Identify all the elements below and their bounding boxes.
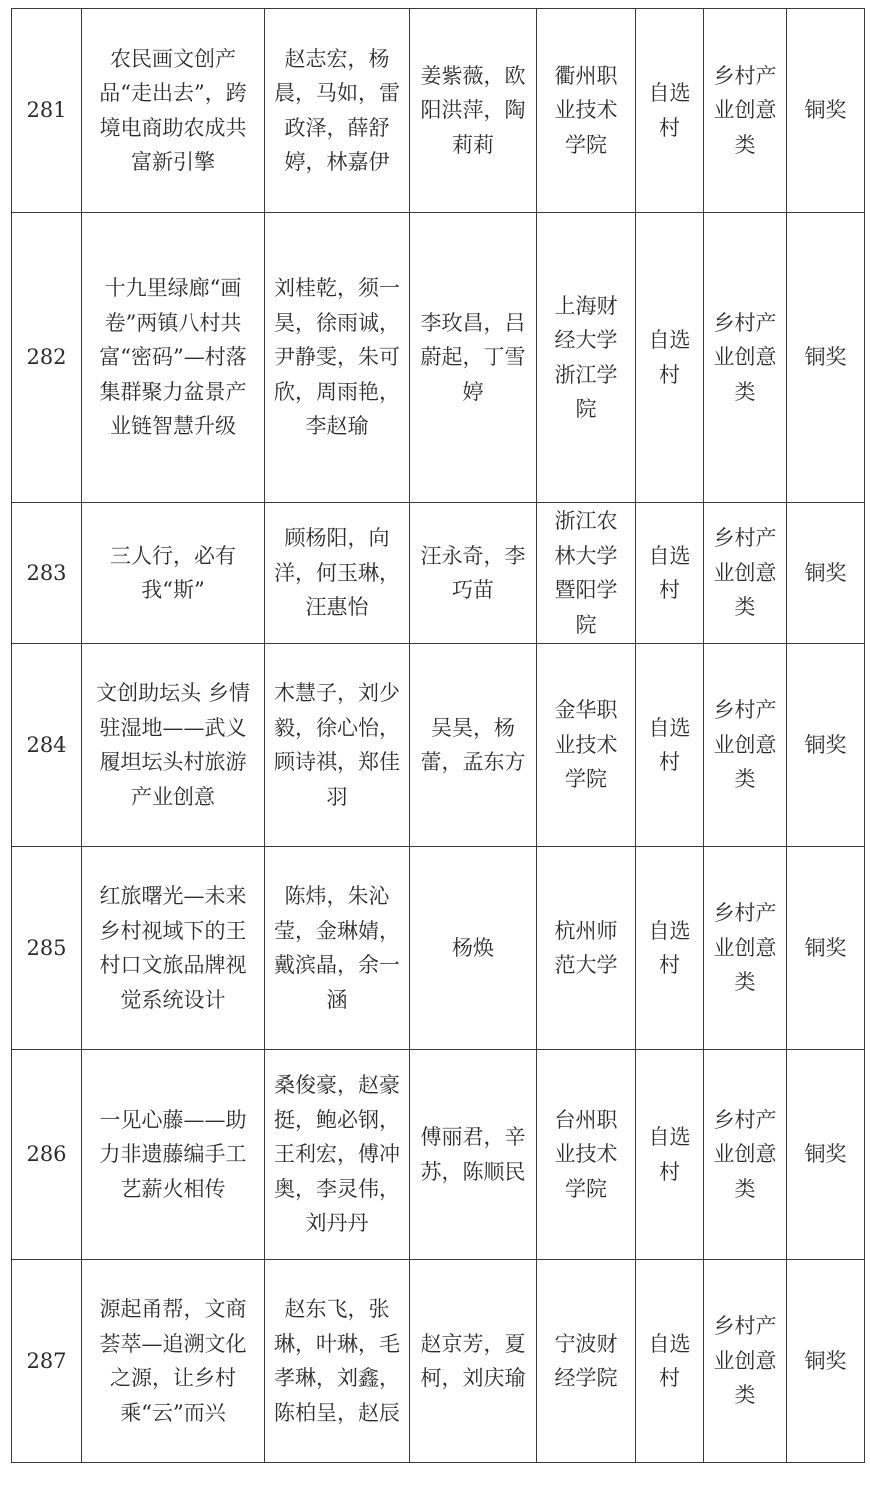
award: 铜奖 — [787, 1260, 865, 1463]
project-name: 十九里绿廊“画卷”两镇八村共富“密码”—村落集群聚力盆景产业链智慧升级 — [82, 213, 265, 503]
village-type: 自选村 — [636, 847, 704, 1050]
school: 浙江农林大学暨阳学院 — [537, 503, 636, 644]
school: 杭州师范大学 — [537, 847, 636, 1050]
award-table — [11, 8, 865, 1463]
school: 金华职业技术学院 — [537, 644, 636, 847]
team-members: 刘桂乾，须一昊，徐雨诚，尹静雯，朱可欣，周雨艳，李赵瑜 — [265, 213, 410, 503]
advisors: 汪永奇，李巧苗 — [410, 503, 537, 644]
table-row — [12, 503, 865, 644]
village-type: 自选村 — [636, 9, 704, 213]
table-row — [12, 213, 865, 503]
table-row — [12, 644, 865, 847]
row-number: 284 — [12, 644, 82, 847]
category: 乡村产业创意类 — [704, 847, 787, 1050]
village-type: 自选村 — [636, 503, 704, 644]
team-members: 木慧子，刘少毅，徐心怡，顾诗祺，郑佳羽 — [265, 644, 410, 847]
village-type: 自选村 — [636, 1260, 704, 1463]
school: 上海财经大学浙江学院 — [537, 213, 636, 503]
team-members: 赵东飞，张琳，叶琳，毛孝琳，刘鑫，陈柏呈，赵辰 — [265, 1260, 410, 1463]
category: 乡村产业创意类 — [704, 1260, 787, 1463]
row-number: 286 — [12, 1050, 82, 1260]
team-members: 赵志宏，杨晨，马如，雷政泽，薛舒婷，林嘉伊 — [265, 9, 410, 213]
village-type: 自选村 — [636, 213, 704, 503]
advisors: 杨焕 — [410, 847, 537, 1050]
row-number: 282 — [12, 213, 82, 503]
category: 乡村产业创意类 — [704, 503, 787, 644]
row-number: 281 — [12, 9, 82, 213]
row-number: 287 — [12, 1260, 82, 1463]
project-name: 一见心藤——助力非遗藤编手工艺薪火相传 — [82, 1050, 265, 1260]
row-number: 285 — [12, 847, 82, 1050]
award: 铜奖 — [787, 213, 865, 503]
row-number: 283 — [12, 503, 82, 644]
project-name: 文创助坛头 乡情驻湿地——武义履坦坛头村旅游产业创意 — [82, 644, 265, 847]
team-members: 顾杨阳，向洋，何玉琳，汪惠怡 — [265, 503, 410, 644]
award: 铜奖 — [787, 1050, 865, 1260]
category: 乡村产业创意类 — [704, 644, 787, 847]
table-row — [12, 9, 865, 213]
project-name: 三人行，必有我“斯” — [82, 503, 265, 644]
school: 衢州职业技术学院 — [537, 9, 636, 213]
advisors: 李玫昌，吕蔚起，丁雪婷 — [410, 213, 537, 503]
school: 台州职业技术学院 — [537, 1050, 636, 1260]
award: 铜奖 — [787, 9, 865, 213]
award: 铜奖 — [787, 644, 865, 847]
village-type: 自选村 — [636, 1050, 704, 1260]
table-row — [12, 1260, 865, 1463]
project-name: 源起甬帮，文商荟萃—追溯文化之源，让乡村乘“云”而兴 — [82, 1260, 265, 1463]
table-row — [12, 1050, 865, 1260]
village-type: 自选村 — [636, 644, 704, 847]
category: 乡村产业创意类 — [704, 1050, 787, 1260]
advisors: 吴昊，杨蕾，孟东方 — [410, 644, 537, 847]
advisors: 赵京芳，夏柯，刘庆瑜 — [410, 1260, 537, 1463]
award: 铜奖 — [787, 847, 865, 1050]
table-row — [12, 847, 865, 1050]
category: 乡村产业创意类 — [704, 9, 787, 213]
award: 铜奖 — [787, 503, 865, 644]
project-name: 红旅曙光—未来乡村视域下的王村口文旅品牌视觉系统设计 — [82, 847, 265, 1050]
team-members: 桑俊豪，赵豪挺，鲍必钢，王利宏，傅冲奥，李灵伟，刘丹丹 — [265, 1050, 410, 1260]
project-name: 农民画文创产品“走出去”，跨境电商助农成共富新引擎 — [82, 9, 265, 213]
advisors: 傅丽君，辛苏，陈顺民 — [410, 1050, 537, 1260]
category: 乡村产业创意类 — [704, 213, 787, 503]
school: 宁波财经学院 — [537, 1260, 636, 1463]
team-members: 陈炜，朱沁莹，金琳婧，戴滨晶，余一涵 — [265, 847, 410, 1050]
advisors: 姜紫薇，欧阳洪萍，陶莉莉 — [410, 9, 537, 213]
